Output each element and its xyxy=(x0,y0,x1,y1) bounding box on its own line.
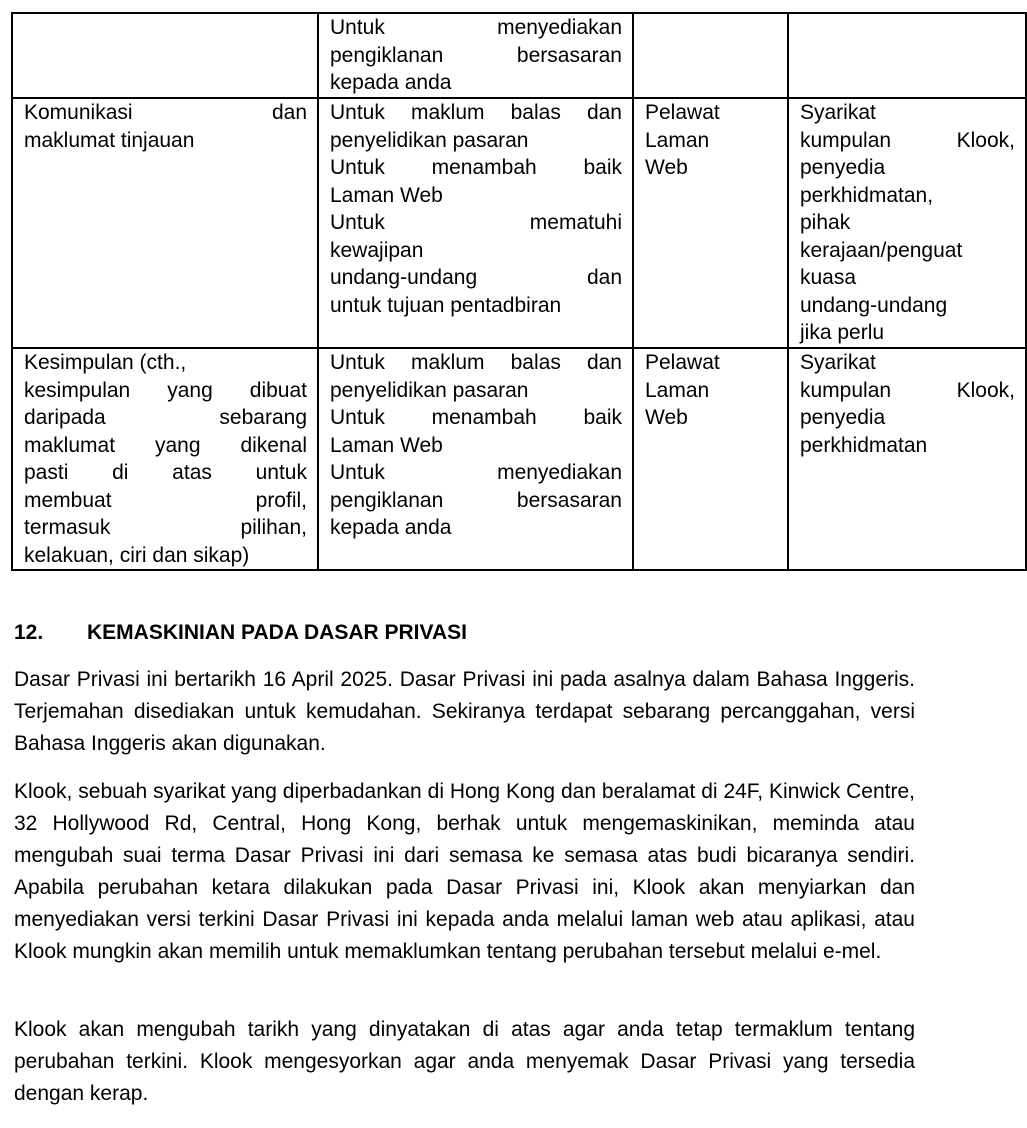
table-row xyxy=(12,98,1026,348)
recipient-cell: Syarikat kumpulan Klook, penyedia perkhidmatan, pihak kerajaan/penguat kuasa undang-undang jika perlu xyxy=(788,98,1026,348)
paragraph-policy-date: Dasar Privasi ini bertarikh 16 April 2025. Dasar Privasi ini pada asalnya dalam Bahasa Inggeris. Terjemahan disediakan untuk kemudahan. Sekiranya terdapat sebarang percanggahan, versi Bahasa Inggeris akan digunakan. xyxy=(14,668,915,755)
table-row xyxy=(12,348,1026,570)
data-sharing-table xyxy=(11,12,1027,571)
recipient-cell xyxy=(788,13,1026,98)
paragraph-review-advice: Klook akan mengubah tarikh yang dinyatakan di atas agar anda tetap termaklum tentang perubahan terkini. Klook mengesyorkan agar anda menyemak Dasar Privasi yang tersedia dengan kerap. xyxy=(14,1018,915,1105)
section-heading xyxy=(14,620,467,646)
purpose-cell: Untuk menyediakan pengiklanan bersasaran kepada anda xyxy=(318,13,633,98)
data-category-cell xyxy=(12,13,318,98)
data-subject-cell xyxy=(633,13,788,98)
data-category-cell: Komunikasi dan maklumat tinjauan xyxy=(12,98,318,348)
purpose-cell: Untuk maklum balas dan penyelidikan pasaran Untuk menambah baik Laman Web Untuk mematuhi kewajipan undang-undang dan untuk tujuan pentadbiran xyxy=(318,98,633,348)
section-title: KEMASKINIAN PADA DASAR PRIVASI xyxy=(87,621,467,644)
recipient-cell: Syarikat kumpulan Klook, penyedia perkhidmatan xyxy=(788,348,1026,570)
data-subject-cell: Pelawat Laman Web xyxy=(633,348,788,570)
paragraph-policy-updates: Klook, sebuah syarikat yang diperbadankan di Hong Kong dan beralamat di 24F, Kinwick Centre, 32 Hollywood Rd, Central, Hong Kong, berhak untuk mengemaskinikan, meminda atau mengubah suai terma Dasar Privasi ini dari semasa ke semasa atas budi bicaranya sendiri. Apabila perubahan ketara dilakukan pada Dasar Privasi ini, Klook akan menyiarkan dan menyediakan versi terkini Dasar Privasi ini kepada anda melalui laman web atau aplikasi, atau Klook mungkin akan memilih untuk memaklumkan tentang perubahan tersebut melalui e-mel. xyxy=(14,780,915,963)
purpose-cell: Untuk maklum balas dan penyelidikan pasaran Untuk menambah baik Laman Web Untuk menyediakan pengiklanan bersasaran kepada anda xyxy=(318,348,633,570)
data-subject-cell: Pelawat Laman Web xyxy=(633,98,788,348)
data-category-cell: Kesimpulan (cth., kesimpulan yang dibuat daripada sebarang maklumat yang dikenal pasti di atas untuk membuat profil, termasuk pilihan, kelakuan, ciri dan sikap) xyxy=(12,348,318,570)
section-number: 12. xyxy=(14,621,44,644)
table-row xyxy=(12,13,1026,98)
